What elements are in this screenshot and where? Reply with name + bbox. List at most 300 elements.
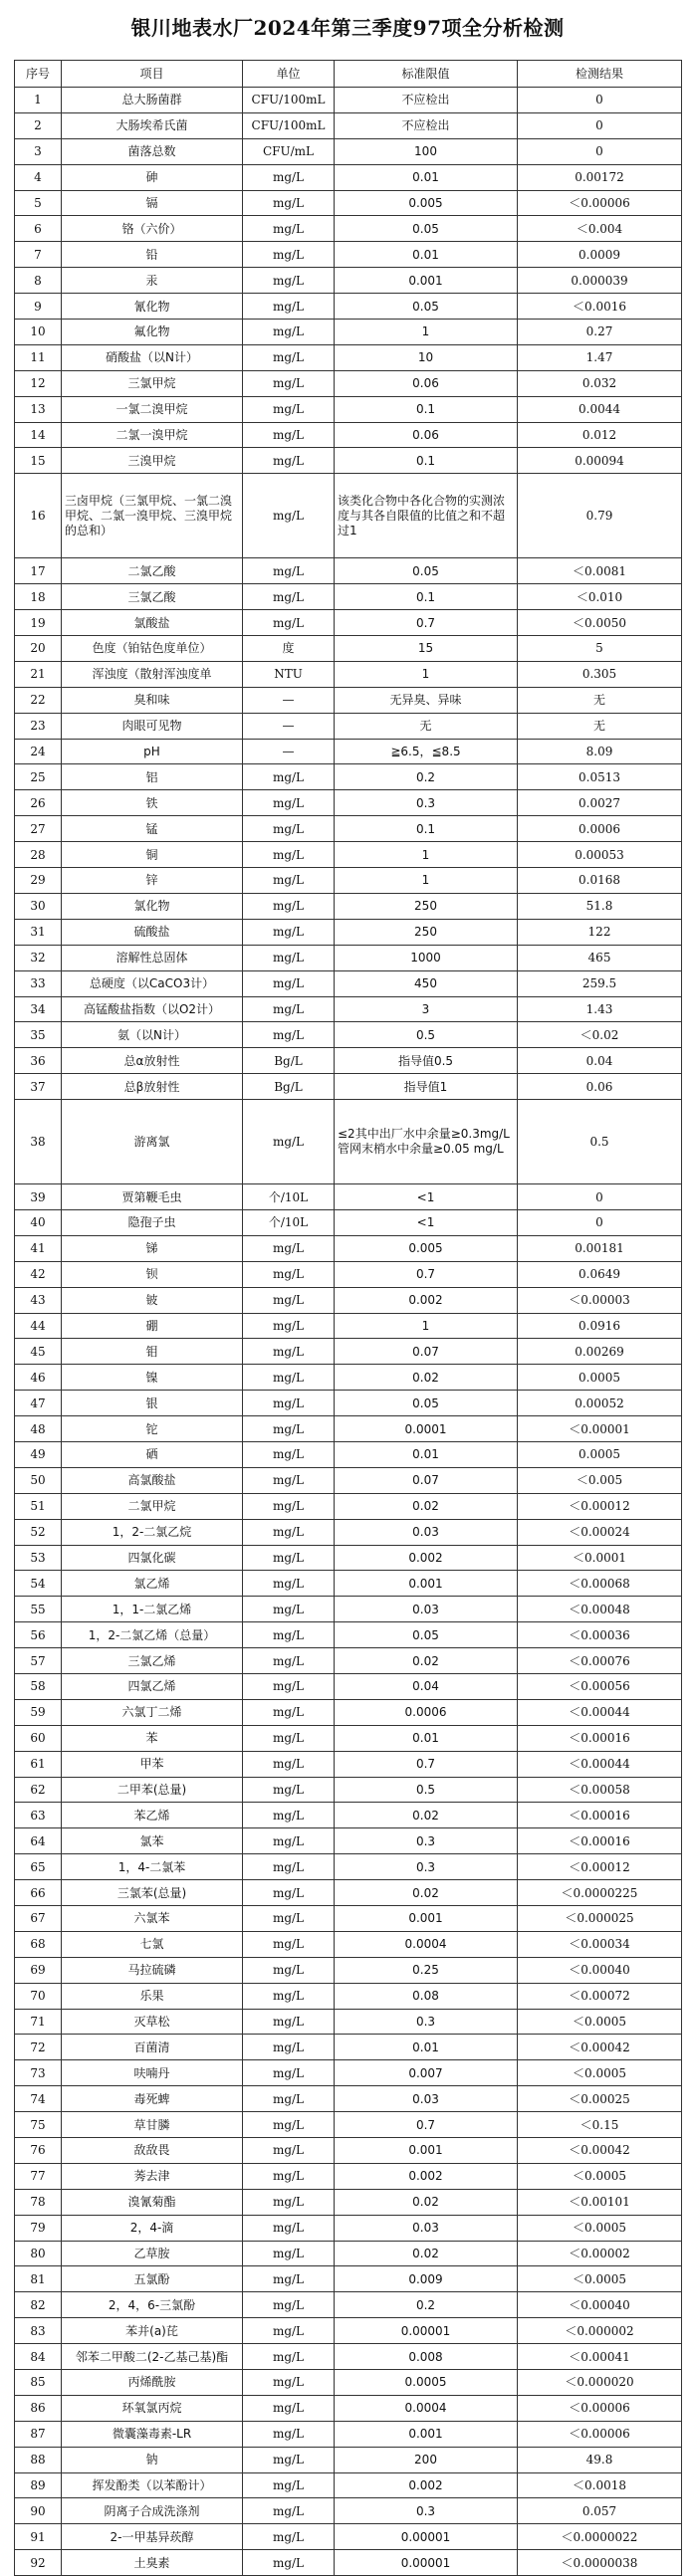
cell-item: 丙烯酰胺 bbox=[62, 2370, 243, 2396]
cell-unit: mg/L bbox=[243, 1983, 335, 2009]
cell-result: ＜0.0000038 bbox=[518, 2550, 682, 2576]
cell-limit: 指导值0.5 bbox=[335, 1048, 518, 1074]
cell-index: 20 bbox=[15, 636, 62, 662]
cell-result: 0.0005 bbox=[518, 1441, 682, 1467]
cell-item: 阴离子合成洗涤剂 bbox=[62, 2498, 243, 2524]
cell-limit: 0.01 bbox=[335, 242, 518, 268]
cell-index: 29 bbox=[15, 868, 62, 894]
cell-unit: mg/L bbox=[243, 1571, 335, 1597]
cell-limit: 450 bbox=[335, 970, 518, 996]
cell-item: 邻苯二甲酸二(2-乙基己基)酯 bbox=[62, 2344, 243, 2370]
cell-result: ＜0.00034 bbox=[518, 1931, 682, 1957]
table-row bbox=[15, 2215, 682, 2241]
cell-result: 0.00181 bbox=[518, 1235, 682, 1261]
cell-item: 高氯酸盐 bbox=[62, 1467, 243, 1493]
cell-unit: mg/L bbox=[243, 2163, 335, 2189]
table-row bbox=[15, 1854, 682, 1880]
cell-limit: 0.02 bbox=[335, 1365, 518, 1391]
cell-index: 61 bbox=[15, 1751, 62, 1777]
cell-limit: 0.002 bbox=[335, 1287, 518, 1313]
table-row bbox=[15, 2550, 682, 2576]
cell-index: 65 bbox=[15, 1854, 62, 1880]
cell-result: 0.0649 bbox=[518, 1261, 682, 1287]
cell-result: ＜0.00006 bbox=[518, 190, 682, 216]
cell-result: 0.06 bbox=[518, 1074, 682, 1100]
cell-result: 0.0044 bbox=[518, 396, 682, 422]
cell-item: 三氯苯(总量) bbox=[62, 1880, 243, 1906]
cell-item: 铊 bbox=[62, 1416, 243, 1442]
cell-result: 0.0005 bbox=[518, 1365, 682, 1391]
cell-limit: 0.008 bbox=[335, 2344, 518, 2370]
cell-limit: 不应检出 bbox=[335, 112, 518, 138]
cell-limit: 0.07 bbox=[335, 1339, 518, 1365]
cell-result: ＜0.0005 bbox=[518, 2163, 682, 2189]
table-row bbox=[15, 1441, 682, 1467]
cell-limit: 0.005 bbox=[335, 1235, 518, 1261]
cell-limit: 0.001 bbox=[335, 2138, 518, 2164]
cell-index: 86 bbox=[15, 2395, 62, 2421]
cell-limit: 0.03 bbox=[335, 2215, 518, 2241]
cell-limit: 0.005 bbox=[335, 190, 518, 216]
cell-limit: 该类化合物中各化合物的实测浓度与其各自限值的比值之和不超过1 bbox=[335, 474, 518, 558]
table-row bbox=[15, 2472, 682, 2498]
cell-index: 42 bbox=[15, 1261, 62, 1287]
cell-index: 57 bbox=[15, 1648, 62, 1674]
table-row bbox=[15, 919, 682, 945]
cell-result: 51.8 bbox=[518, 893, 682, 919]
cell-item: 1，1-二氯乙烯 bbox=[62, 1597, 243, 1622]
table-row bbox=[15, 2318, 682, 2344]
table-row bbox=[15, 88, 682, 113]
table-row bbox=[15, 558, 682, 584]
cell-item: 三氯乙酸 bbox=[62, 584, 243, 610]
table-row bbox=[15, 764, 682, 790]
cell-index: 74 bbox=[15, 2086, 62, 2112]
cell-limit: 0.02 bbox=[335, 1648, 518, 1674]
cell-item: 总α放射性 bbox=[62, 1048, 243, 1074]
table-row bbox=[15, 1048, 682, 1074]
table-row bbox=[15, 2266, 682, 2292]
cell-index: 45 bbox=[15, 1339, 62, 1365]
cell-item: 铍 bbox=[62, 1287, 243, 1313]
cell-item: 四氯化碳 bbox=[62, 1545, 243, 1571]
cell-unit: mg/L bbox=[243, 1467, 335, 1493]
cell-limit: 0.5 bbox=[335, 1777, 518, 1803]
cell-limit: 250 bbox=[335, 919, 518, 945]
table-row bbox=[15, 1209, 682, 1235]
cell-limit: 0.06 bbox=[335, 370, 518, 396]
cell-unit: mg/L bbox=[243, 970, 335, 996]
cell-unit: mg/L bbox=[243, 2009, 335, 2035]
cell-limit: 0.0001 bbox=[335, 1416, 518, 1442]
cell-result: ＜0.00003 bbox=[518, 1287, 682, 1313]
cell-result: ＜0.0001 bbox=[518, 1545, 682, 1571]
cell-unit: — bbox=[243, 713, 335, 739]
cell-unit: mg/L bbox=[243, 1313, 335, 1339]
cell-result: ＜0.00041 bbox=[518, 2344, 682, 2370]
table-row bbox=[15, 661, 682, 687]
table-row bbox=[15, 1699, 682, 1725]
header-result: 检测结果 bbox=[518, 61, 682, 88]
cell-unit: mg/L bbox=[243, 1022, 335, 1048]
cell-index: 92 bbox=[15, 2550, 62, 2576]
cell-item: 银 bbox=[62, 1391, 243, 1416]
cell-result: 0.012 bbox=[518, 422, 682, 448]
cell-index: 10 bbox=[15, 320, 62, 345]
cell-unit: mg/L bbox=[243, 1622, 335, 1648]
cell-unit: — bbox=[243, 739, 335, 764]
cell-result: ＜0.00024 bbox=[518, 1519, 682, 1545]
cell-item: 溶解性总固体 bbox=[62, 945, 243, 970]
cell-index: 13 bbox=[15, 396, 62, 422]
cell-item: 隐孢子虫 bbox=[62, 1209, 243, 1235]
cell-index: 17 bbox=[15, 558, 62, 584]
cell-unit: mg/L bbox=[243, 1673, 335, 1699]
cell-unit: mg/L bbox=[243, 584, 335, 610]
cell-limit: 0.02 bbox=[335, 2241, 518, 2266]
cell-unit: mg/L bbox=[243, 422, 335, 448]
cell-unit: Bg/L bbox=[243, 1074, 335, 1100]
cell-result: ＜0.0050 bbox=[518, 610, 682, 636]
cell-result: ＜0.000025 bbox=[518, 1906, 682, 1932]
cell-item: 氨（以N计） bbox=[62, 1022, 243, 1048]
cell-index: 8 bbox=[15, 268, 62, 294]
table-row bbox=[15, 242, 682, 268]
cell-limit: 0.01 bbox=[335, 164, 518, 190]
cell-unit: mg/L bbox=[243, 1493, 335, 1519]
cell-item: 五氯酚 bbox=[62, 2266, 243, 2292]
cell-result: ＜0.0005 bbox=[518, 2060, 682, 2086]
cell-unit: mg/L bbox=[243, 1545, 335, 1571]
cell-index: 7 bbox=[15, 242, 62, 268]
cell-result: 0.5 bbox=[518, 1100, 682, 1184]
cell-result: 5 bbox=[518, 636, 682, 662]
cell-unit: mg/L bbox=[243, 868, 335, 894]
cell-item: 四氯乙烯 bbox=[62, 1673, 243, 1699]
cell-index: 87 bbox=[15, 2421, 62, 2447]
cell-limit: 0.00001 bbox=[335, 2550, 518, 2576]
cell-unit: mg/L bbox=[243, 1391, 335, 1416]
cell-item: 三溴甲烷 bbox=[62, 448, 243, 474]
cell-index: 55 bbox=[15, 1597, 62, 1622]
cell-result: 0.27 bbox=[518, 320, 682, 345]
cell-result: ＜0.00044 bbox=[518, 1699, 682, 1725]
table-row bbox=[15, 1751, 682, 1777]
cell-item: 二氯乙酸 bbox=[62, 558, 243, 584]
cell-index: 59 bbox=[15, 1699, 62, 1725]
cell-index: 66 bbox=[15, 1880, 62, 1906]
cell-limit: 0.05 bbox=[335, 558, 518, 584]
table-row bbox=[15, 344, 682, 370]
table-row bbox=[15, 1467, 682, 1493]
cell-unit: mg/L bbox=[243, 2318, 335, 2344]
cell-result: 0.057 bbox=[518, 2498, 682, 2524]
cell-result: 0.0027 bbox=[518, 790, 682, 816]
table-row bbox=[15, 1648, 682, 1674]
table-row bbox=[15, 1493, 682, 1519]
cell-result: ＜0.00012 bbox=[518, 1854, 682, 1880]
table-row bbox=[15, 1100, 682, 1184]
cell-index: 50 bbox=[15, 1467, 62, 1493]
cell-item: 铜 bbox=[62, 842, 243, 868]
cell-item: 苯并(a)芘 bbox=[62, 2318, 243, 2344]
cell-index: 75 bbox=[15, 2112, 62, 2138]
cell-result: 0.79 bbox=[518, 474, 682, 558]
cell-result: 0.032 bbox=[518, 370, 682, 396]
cell-item: 六氯苯 bbox=[62, 1906, 243, 1932]
cell-item: 氯化物 bbox=[62, 893, 243, 919]
table-row bbox=[15, 2112, 682, 2138]
cell-unit: mg/L bbox=[243, 2138, 335, 2164]
cell-index: 81 bbox=[15, 2266, 62, 2292]
cell-item: 锑 bbox=[62, 1235, 243, 1261]
cell-item: 铬（六价） bbox=[62, 216, 243, 242]
results-table bbox=[14, 60, 682, 2576]
cell-result: 无 bbox=[518, 713, 682, 739]
cell-item: 镉 bbox=[62, 190, 243, 216]
cell-unit: mg/L bbox=[243, 1699, 335, 1725]
cell-index: 79 bbox=[15, 2215, 62, 2241]
cell-index: 88 bbox=[15, 2447, 62, 2472]
table-row bbox=[15, 2447, 682, 2472]
cell-limit: 0.002 bbox=[335, 2472, 518, 2498]
cell-index: 44 bbox=[15, 1313, 62, 1339]
cell-item: 氯乙烯 bbox=[62, 1571, 243, 1597]
cell-limit: 0.001 bbox=[335, 1571, 518, 1597]
cell-item: 总大肠菌群 bbox=[62, 88, 243, 113]
cell-item: 2，4，6-三氯酚 bbox=[62, 2292, 243, 2318]
cell-unit: mg/L bbox=[243, 558, 335, 584]
cell-limit: 0.002 bbox=[335, 1545, 518, 1571]
cell-result: 0.000039 bbox=[518, 268, 682, 294]
table-row bbox=[15, 1287, 682, 1313]
cell-result: 0.0009 bbox=[518, 242, 682, 268]
cell-item: 砷 bbox=[62, 164, 243, 190]
table-row bbox=[15, 1022, 682, 1048]
table-row bbox=[15, 842, 682, 868]
cell-result: 49.8 bbox=[518, 2447, 682, 2472]
cell-index: 76 bbox=[15, 2138, 62, 2164]
cell-limit: 0.001 bbox=[335, 2421, 518, 2447]
cell-limit: <1 bbox=[335, 1184, 518, 1210]
cell-limit: 0.7 bbox=[335, 1751, 518, 1777]
cell-result: 0.04 bbox=[518, 1048, 682, 1074]
cell-index: 49 bbox=[15, 1441, 62, 1467]
table-row bbox=[15, 2344, 682, 2370]
cell-result: ＜0.0005 bbox=[518, 2266, 682, 2292]
cell-index: 77 bbox=[15, 2163, 62, 2189]
cell-index: 1 bbox=[15, 88, 62, 113]
cell-unit: mg/L bbox=[243, 370, 335, 396]
cell-result: 0 bbox=[518, 88, 682, 113]
cell-item: 1，4-二氯苯 bbox=[62, 1854, 243, 1880]
cell-result: ＜0.0000225 bbox=[518, 1880, 682, 1906]
cell-item: 二氯一溴甲烷 bbox=[62, 422, 243, 448]
table-row bbox=[15, 2421, 682, 2447]
cell-result: 8.09 bbox=[518, 739, 682, 764]
cell-result: ＜0.00006 bbox=[518, 2421, 682, 2447]
cell-index: 16 bbox=[15, 474, 62, 558]
cell-unit: mg/L bbox=[243, 1441, 335, 1467]
cell-limit: ≧6.5，≦8.5 bbox=[335, 739, 518, 764]
cell-result: 122 bbox=[518, 919, 682, 945]
cell-limit: 0.05 bbox=[335, 1622, 518, 1648]
cell-item: 苯 bbox=[62, 1725, 243, 1751]
cell-limit: 0.009 bbox=[335, 2266, 518, 2292]
cell-result: ＜0.00016 bbox=[518, 1803, 682, 1828]
table-row bbox=[15, 1339, 682, 1365]
cell-unit: mg/L bbox=[243, 816, 335, 842]
table-row bbox=[15, 2060, 682, 2086]
cell-limit: 0.2 bbox=[335, 2292, 518, 2318]
cell-item: 氯酸盐 bbox=[62, 610, 243, 636]
table-row bbox=[15, 1725, 682, 1751]
cell-unit: mg/L bbox=[243, 2344, 335, 2370]
cell-unit: mg/L bbox=[243, 1931, 335, 1957]
table-row bbox=[15, 893, 682, 919]
cell-item: 呋喃丹 bbox=[62, 2060, 243, 2086]
cell-item: 二氯甲烷 bbox=[62, 1493, 243, 1519]
cell-index: 83 bbox=[15, 2318, 62, 2344]
cell-item: 氟化物 bbox=[62, 320, 243, 345]
cell-result: 1.43 bbox=[518, 996, 682, 1022]
table-row bbox=[15, 687, 682, 713]
table-row bbox=[15, 2009, 682, 2035]
cell-unit: mg/L bbox=[243, 1803, 335, 1828]
table-body bbox=[15, 88, 682, 2576]
cell-limit: 1000 bbox=[335, 945, 518, 970]
cell-limit: 0.01 bbox=[335, 2035, 518, 2060]
cell-limit: 0.05 bbox=[335, 1391, 518, 1416]
cell-result: ＜0.00042 bbox=[518, 2035, 682, 2060]
header-unit: 单位 bbox=[243, 61, 335, 88]
cell-limit: 3 bbox=[335, 996, 518, 1022]
cell-unit: 个/10L bbox=[243, 1209, 335, 1235]
table-row bbox=[15, 2035, 682, 2060]
table-row bbox=[15, 1931, 682, 1957]
cell-limit: 0.001 bbox=[335, 1906, 518, 1932]
cell-index: 71 bbox=[15, 2009, 62, 2035]
header-index: 序号 bbox=[15, 61, 62, 88]
cell-unit: mg/L bbox=[243, 610, 335, 636]
cell-item: 溴氰菊酯 bbox=[62, 2189, 243, 2215]
cell-unit: Bg/L bbox=[243, 1048, 335, 1074]
cell-limit: 0.7 bbox=[335, 2112, 518, 2138]
cell-unit: mg/L bbox=[243, 474, 335, 558]
cell-limit: 200 bbox=[335, 2447, 518, 2472]
cell-item: 色度（铂钴色度单位） bbox=[62, 636, 243, 662]
cell-result: ＜0.00016 bbox=[518, 1828, 682, 1854]
cell-index: 72 bbox=[15, 2035, 62, 2060]
cell-result: ＜0.000002 bbox=[518, 2318, 682, 2344]
cell-index: 54 bbox=[15, 1571, 62, 1597]
cell-unit: mg/L bbox=[243, 996, 335, 1022]
table-row bbox=[15, 1519, 682, 1545]
cell-limit: 0.2 bbox=[335, 764, 518, 790]
table-row bbox=[15, 1880, 682, 1906]
table-row bbox=[15, 396, 682, 422]
cell-item: 钼 bbox=[62, 1339, 243, 1365]
cell-index: 3 bbox=[15, 138, 62, 164]
table-row bbox=[15, 216, 682, 242]
cell-index: 51 bbox=[15, 1493, 62, 1519]
cell-index: 62 bbox=[15, 1777, 62, 1803]
cell-limit: 0.3 bbox=[335, 2498, 518, 2524]
cell-limit: 1 bbox=[335, 661, 518, 687]
cell-unit: mg/L bbox=[243, 2498, 335, 2524]
cell-result: ＜0.0005 bbox=[518, 2215, 682, 2241]
cell-limit: 0.002 bbox=[335, 2163, 518, 2189]
cell-result: ＜0.00012 bbox=[518, 1493, 682, 1519]
cell-unit: CFU/100mL bbox=[243, 112, 335, 138]
cell-unit: mg/L bbox=[243, 1880, 335, 1906]
table-row bbox=[15, 1597, 682, 1622]
cell-index: 40 bbox=[15, 1209, 62, 1235]
cell-limit: 1 bbox=[335, 842, 518, 868]
cell-item: 微囊藻毒素-LR bbox=[62, 2421, 243, 2447]
cell-item: 乙草胺 bbox=[62, 2241, 243, 2266]
cell-index: 2 bbox=[15, 112, 62, 138]
cell-index: 31 bbox=[15, 919, 62, 945]
cell-item: 钡 bbox=[62, 1261, 243, 1287]
table-row bbox=[15, 1803, 682, 1828]
cell-index: 22 bbox=[15, 687, 62, 713]
cell-unit: mg/L bbox=[243, 1365, 335, 1391]
cell-index: 28 bbox=[15, 842, 62, 868]
cell-limit: 0.5 bbox=[335, 1022, 518, 1048]
cell-limit: 0.03 bbox=[335, 2086, 518, 2112]
table-row bbox=[15, 610, 682, 636]
cell-limit: 250 bbox=[335, 893, 518, 919]
cell-item: 一氯二溴甲烷 bbox=[62, 396, 243, 422]
cell-result: 无 bbox=[518, 687, 682, 713]
cell-result: 1.47 bbox=[518, 344, 682, 370]
cell-item: 挥发酚类（以苯酚计） bbox=[62, 2472, 243, 2498]
table-row bbox=[15, 190, 682, 216]
cell-item: 三氯甲烷 bbox=[62, 370, 243, 396]
cell-result: ＜0.02 bbox=[518, 1022, 682, 1048]
cell-result: ＜0.00036 bbox=[518, 1622, 682, 1648]
cell-unit: 度 bbox=[243, 636, 335, 662]
cell-index: 46 bbox=[15, 1365, 62, 1391]
table-row bbox=[15, 1777, 682, 1803]
cell-unit: mg/L bbox=[243, 764, 335, 790]
cell-limit: 0.1 bbox=[335, 448, 518, 474]
table-header-row bbox=[15, 61, 682, 88]
cell-unit: mg/L bbox=[243, 1597, 335, 1622]
cell-index: 85 bbox=[15, 2370, 62, 2396]
cell-item: 贾第鞭毛虫 bbox=[62, 1184, 243, 1210]
cell-limit: 无异臭、异味 bbox=[335, 687, 518, 713]
cell-result: ＜0.00016 bbox=[518, 1725, 682, 1751]
table-row bbox=[15, 2241, 682, 2266]
cell-unit: mg/L bbox=[243, 1416, 335, 1442]
cell-item: 浑浊度（散射浑浊度单 bbox=[62, 661, 243, 687]
cell-limit: 指导值1 bbox=[335, 1074, 518, 1100]
cell-limit: 0.3 bbox=[335, 1854, 518, 1880]
cell-limit: 0.0006 bbox=[335, 1699, 518, 1725]
cell-result: ＜0.0000022 bbox=[518, 2524, 682, 2550]
table-row bbox=[15, 790, 682, 816]
cell-limit: 0.3 bbox=[335, 2009, 518, 2035]
cell-limit: 1 bbox=[335, 320, 518, 345]
cell-result: ＜0.00040 bbox=[518, 1957, 682, 1983]
cell-index: 14 bbox=[15, 422, 62, 448]
cell-unit: mg/L bbox=[243, 268, 335, 294]
cell-result: 0.00269 bbox=[518, 1339, 682, 1365]
table-row bbox=[15, 1571, 682, 1597]
cell-result: 0.0006 bbox=[518, 816, 682, 842]
